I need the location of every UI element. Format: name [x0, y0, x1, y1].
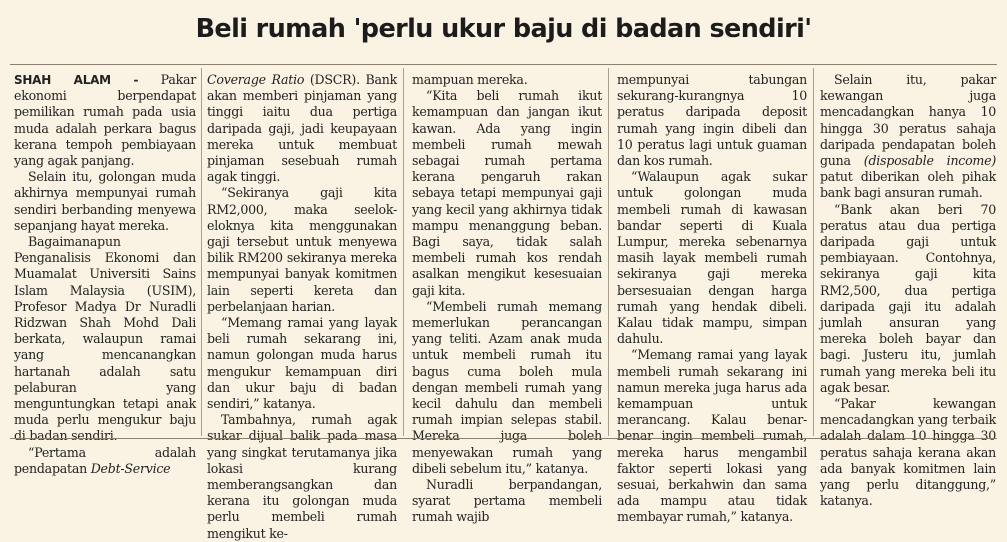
paragraph: “Membeli rumah memang memerlukan perancangan yang teliti. Azam anak muda untuk membeli rumah itu bagus cuma boleh mula dengan membeli rumah yang kecil dahulu dan membeli rumah impian selepas stabil. Mereka juga boleh menyewakan rumah yang dibeli sebelum itu,” katanya.: [412, 298, 602, 476]
column-divider: [608, 68, 609, 436]
paragraph: Selain itu, golongan muda akhirnya mempunyai rumah sendiri berbanding menyewa sepanjang hayat mereka.: [14, 169, 196, 233]
paragraph: mempunyai tabungan sekurang-kurangnya 10 peratus daripada deposit rumah yang ingin dibeli dan 10 peratus lagi untuk guaman dan kos rumah.: [617, 72, 807, 169]
article-column-5: [820, 72, 996, 509]
headline-rule: [10, 64, 997, 65]
column-divider: [813, 68, 814, 436]
bottom-rule: [10, 438, 997, 439]
paragraph: “Pakar kewangan mencadangkan yang terbaik adalah dalam 10 hingga 30 peratus sahaja kerana akan ada banyak komitmen lain yang perlu ditanggung,” katanya.: [820, 396, 996, 509]
dateline: SHAH ALAM -: [14, 73, 139, 87]
paragraph: SHAH ALAM - Pakar ekonomi berpendapat pemilikan rumah pada usia muda adalah perkara bagus kerana tempoh pembiayaan yang agak panjang.: [14, 72, 196, 169]
paragraph: “Bank akan beri 70 peratus atau dua pertiga daripada gaji untuk pembiayaan. Contohnya, sekiranya gaji kita RM2,500, dua pertiga daripada gaji itu adalah jumlah ansuran yang mereka boleh bayar dan bagi. Justeru itu, jumlah rumah yang mereka beli itu agak besar.: [820, 201, 996, 395]
article-headline: Beli rumah 'perlu ukur baju di badan sendiri': [195, 14, 812, 44]
article-column-2: [207, 72, 397, 541]
column-divider: [201, 68, 202, 436]
paragraph: mampuan mereka.: [412, 72, 528, 87]
paragraph: Bagaimanapun Penganalisis Ekonomi dan Muamalat Universiti Sains Islam Malaysia (USIM), Profesor Madya Dr Nuradli Ridzwan Shah Mohd Dali berkata, walaupun ramai yang mencanangkan hartanah adalah satu pelaburan yang menguntungkan tetapi anak muda perlu mengukur baju di badan sendiri.: [14, 234, 196, 444]
paragraph: “Memang ramai yang layak beli rumah sekarang ini, namun golongan muda harus mengukur kemampuan diri dan ukur baju di badan sendiri,” katanya.: [207, 315, 397, 412]
paragraph: “Kita beli rumah ikut kemampuan dan jangan ikut kawan. Ada yang ingin membeli rumah mewah sebagai rumah pertama kerana pengaruh rakan sebaya tetapi mempunyai gaji yang kecil yang akhirnya tidak mampu menanggung beban. Bagi saya, tidak salah membeli rumah kos rendah asalkan mengikut kesesuaian gaji kita.: [412, 88, 602, 298]
article-column-4: [617, 72, 807, 525]
paragraph: “Sekiranya gaji kita RM2,000, maka seelok-eloknya kita menggunakan gaji tersebut untuk menyewa bilik RM200 sekiranya mereka mempunyai banyak komitmen lain seperti kereta dan perbelanjaan harian.: [207, 185, 397, 314]
column-divider: [403, 68, 404, 436]
paragraph: “Pertama adalah pendapatan Debt-Service: [14, 444, 196, 476]
paragraph: “Memang ramai yang layak membeli rumah sekarang ini namun mereka juga harus ada kemampuan untuk merancang. Kalau benar-benar ingin membeli rumah, mereka harus mengambil faktor seperti lokasi yang sesuai, berkahwin dan sama ada mampu atau tidak membayar rumah,” katanya.: [617, 347, 807, 525]
paragraph: Tambahnya, rumah agak sukar dijual balik pada masa yang singkat terutamanya jika lokasi kurang memberangsangkan dan kerana itu golongan muda perlu membeli rumah mengikut ke-: [207, 412, 397, 541]
article-column-1: [14, 72, 196, 476]
paragraph: Nuradli berpandangan, syarat pertama membeli rumah wajib: [412, 477, 602, 525]
paragraph: Coverage Ratio (DSCR). Bank akan memberi pinjaman yang tinggi iaitu dua pertiga daripada gaji, jadi keupayaan mereka untuk membuat pinjaman sesebuah rumah agak tinggi.: [207, 72, 397, 185]
paragraph: “Walaupun agak sukar untuk golongan muda membeli rumah di kawasan bandar seperti di Kuala Lumpur, mereka sebenarnya masih layak membeli rumah sekiranya gaji mereka bersesuaian dengan harga rumah yang hendak dibeli. Kalau tidak mampu, simpan dahulu.: [617, 169, 807, 347]
paragraph: Selain itu, pakar kewangan juga mencadangkan hanya 10 hingga 30 peratus sahaja daripada pendapatan boleh guna (disposable income) patut diberikan oleh pihak bank bagi ansuran rumah.: [820, 72, 996, 201]
article-column-3: [412, 72, 602, 525]
